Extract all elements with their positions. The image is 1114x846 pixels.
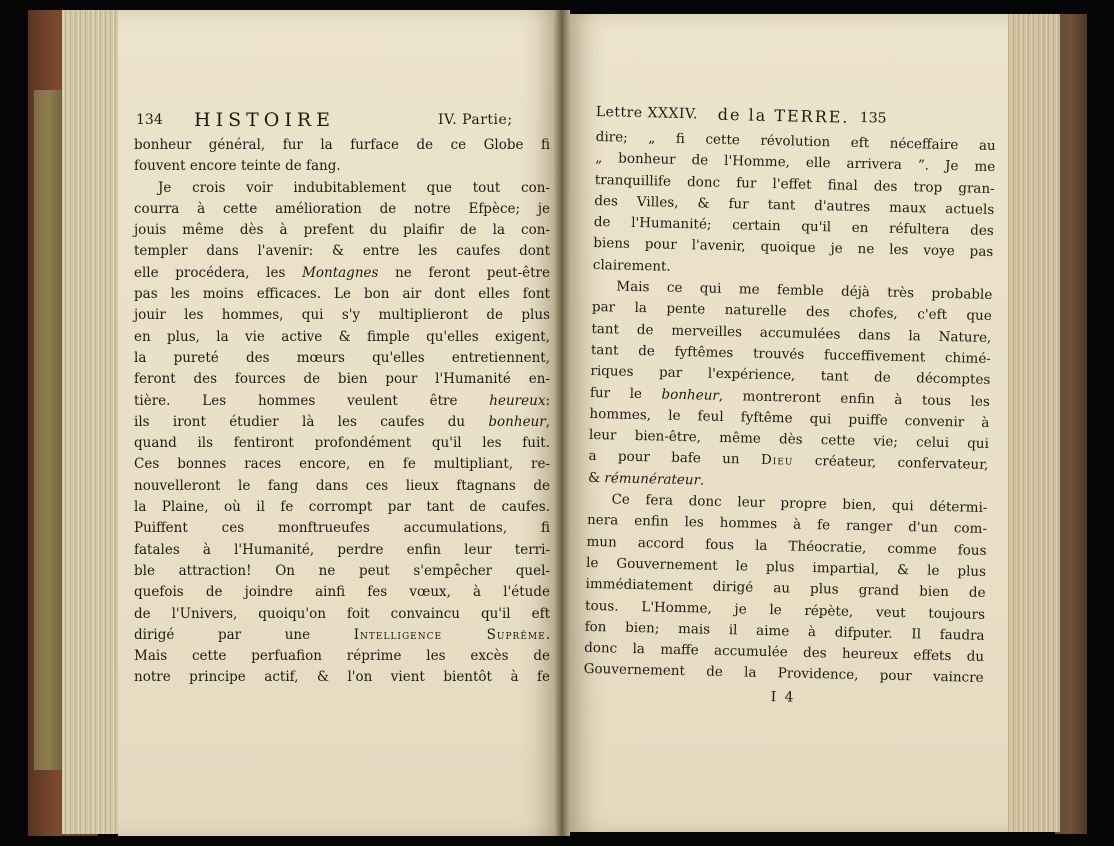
text-segment: la Plaine, où il fe corrompt par tant de caufes.	[134, 499, 550, 516]
text-segment: „ bonheur de l'Homme, elle arrivera ”. Je me	[595, 150, 996, 176]
text-segment: jouir les hommes, qui s'y multiplieront de plus	[134, 307, 550, 324]
text-segment: par la pente naturelle des chofes, c'eft que	[591, 299, 992, 325]
text-segment: quefois de joindre ainfi fes vœux, à l'étude	[134, 584, 550, 601]
cover-label-strip	[34, 90, 64, 770]
text-segment: donc la maffe accumulée des heureux effets du	[583, 639, 985, 666]
right-running-head	[595, 104, 996, 127]
text-segment: des Villes, & fur tant d'autres maux actuels	[594, 192, 995, 218]
text-segment: pas les moins efficaces. Le bon air dont elles font	[134, 286, 550, 303]
text-line	[134, 178, 550, 199]
left-running-title: HISTOIRE	[194, 109, 336, 131]
text-segment: notre principe actif, & l'on vient bientôt à fe	[134, 669, 550, 686]
text-segment: Gouvernement de la Providence, pour vaincre	[583, 661, 984, 687]
text-segment: .	[699, 472, 705, 489]
text-segment: de l'Humanité; certain qu'il en réfultera des	[593, 214, 994, 240]
text-segment: dirigé par une	[134, 626, 354, 643]
text-segment: en plus, la vie active & fimple qu'elles exigent,	[134, 328, 550, 345]
left-page	[118, 10, 560, 836]
text-line	[134, 476, 550, 497]
text-segment: tous. L'Homme, je le répète, veut toujours	[584, 597, 986, 623]
text-line	[134, 327, 550, 348]
text-segment: jouis même dès à prefent du plaifir de la con-	[134, 222, 550, 239]
text-segment: templer dans l'avenir: & entre les caufes dont	[134, 243, 550, 260]
text-line	[134, 667, 550, 688]
text-segment: ils iront étudier là les caufes du	[134, 413, 489, 430]
text-line	[134, 199, 550, 220]
text-segment: immédiatement dirigé au plus grand bien de	[585, 576, 986, 602]
text-segment: Puiffent ces monftrueufes accumulations, fi	[134, 520, 550, 537]
text-segment: fatales à l'Humanité, perdre enfin leur terri-	[134, 541, 550, 558]
text-segment: tant de fyftêmes trouvés fucceffivement chimé-	[590, 341, 992, 367]
text-segment: :	[545, 392, 550, 409]
text-segment: elle procédera, les	[134, 264, 303, 281]
text-line	[134, 220, 550, 241]
text-line	[134, 540, 550, 561]
text-segment: tranquillife donc fur l'effet final des trop gran-	[594, 171, 995, 197]
text-segment: leur bien-être, même dès cette vie; celui qui	[588, 427, 990, 453]
text-segment: fur le	[589, 384, 662, 403]
text-line	[134, 348, 550, 369]
text-segment: tant de merveilles accumulées dans la Nature,	[591, 320, 992, 346]
signature-mark: I 4	[770, 688, 796, 706]
text-line	[134, 604, 550, 625]
left-part-label: IV. Partie;	[438, 112, 513, 128]
text-line	[134, 156, 550, 177]
text-segment: créateur, confervateur,	[793, 453, 989, 474]
text-segment: hommes, le feul fyftême qui puiffe convenir à	[589, 405, 990, 431]
right-running-subtitle: de la TERRE.	[717, 104, 850, 127]
text-line	[134, 369, 550, 390]
right-page-text	[583, 127, 996, 713]
text-segment: fouvent encore teinte de fang.	[134, 158, 341, 175]
text-segment: la pureté des mœurs qu'elles entretiennent,	[134, 349, 550, 366]
text-segment: courra à cette amélioration de notre Efpèce; je	[134, 200, 550, 217]
text-segment: Je crois voir indubitablement que tout con-	[158, 179, 550, 196]
text-segment: quand ils fentiront profondément qu'il les fuit.	[134, 435, 550, 452]
text-line	[134, 412, 550, 433]
left-page-number: 134	[136, 112, 163, 128]
text-segment: feront des fources de bien pour l'Humanité en-	[134, 371, 550, 388]
text-segment: ble attraction! On ne peut s'empêcher quel-	[134, 562, 550, 579]
italic-text: bonheur	[488, 413, 546, 430]
text-segment: de l'Univers, quoiqu'on foit convaincu qu'il eft	[134, 605, 550, 622]
text-segment: Ces bonnes races encore, en fe multipliant, re-	[134, 456, 550, 473]
text-segment: le Gouvernement le plus impartial, & le plus	[585, 554, 987, 580]
text-segment: dire; „ fi cette révolution eft néceffaire au	[595, 128, 996, 155]
italic-text: Montagnes	[302, 264, 379, 281]
page-edges-right	[1005, 14, 1060, 832]
text-segment: ,	[545, 413, 550, 430]
text-line	[134, 391, 550, 412]
right-letter-label: Lettre XXXIV.	[595, 104, 699, 123]
text-line	[134, 518, 550, 539]
text-segment: .	[545, 626, 550, 643]
text-segment: tière. Les hommes veulent être	[134, 392, 490, 409]
text-segment: Ce fera donc leur propre bien, qui détermi-	[611, 491, 988, 517]
italic-text: bonheur	[661, 386, 719, 404]
text-line	[134, 561, 550, 582]
text-segment: , montreront enfin à tous les	[718, 387, 991, 410]
small-caps-text: Intelligence Suprême	[353, 626, 546, 643]
text-segment: bonheur général, fur la furface de ce Globe fi	[134, 137, 550, 153]
text-line	[134, 497, 550, 518]
text-line	[134, 263, 550, 284]
text-segment: riques par l'expérience, tant de décomptes	[590, 363, 991, 389]
text-line	[134, 433, 550, 454]
text-line	[134, 284, 550, 305]
small-caps-text: Dieu	[760, 452, 794, 470]
book-gutter	[554, 10, 570, 836]
right-page	[566, 14, 1008, 832]
text-line	[134, 625, 550, 646]
text-segment: biens pour l'avenir, quoique je ne les voye pas	[593, 235, 994, 261]
text-segment: Mais ce qui me femble déjà très probable	[616, 278, 993, 304]
text-segment: Mais cette perfuafion réprime les excès de	[134, 648, 550, 665]
text-segment: clairement.	[592, 256, 671, 275]
text-segment: nouvelleront le fang dans ces lieux ftagnans de	[134, 477, 550, 494]
text-segment: a pour bafe un	[588, 448, 762, 469]
text-segment: fon bien; mais il aime à difputer. Il faudra	[584, 618, 985, 644]
italic-text: rémunérateur	[604, 470, 701, 489]
text-line	[134, 305, 550, 326]
text-segment: ne feront peut-être	[378, 264, 550, 281]
text-line	[134, 646, 550, 667]
text-line	[134, 241, 550, 262]
text-line	[134, 454, 550, 475]
italic-text: heureux	[489, 392, 546, 409]
text-segment: &	[587, 469, 605, 487]
text-line	[134, 582, 550, 603]
text-segment: nera enfin les hommes à fe ranger d'un com-	[586, 512, 988, 538]
text-line	[134, 135, 550, 156]
text-segment: mun accord fous la Théocratie, comme fous	[586, 533, 987, 559]
left-page-text	[134, 135, 550, 689]
right-page-number: 135	[859, 109, 887, 127]
